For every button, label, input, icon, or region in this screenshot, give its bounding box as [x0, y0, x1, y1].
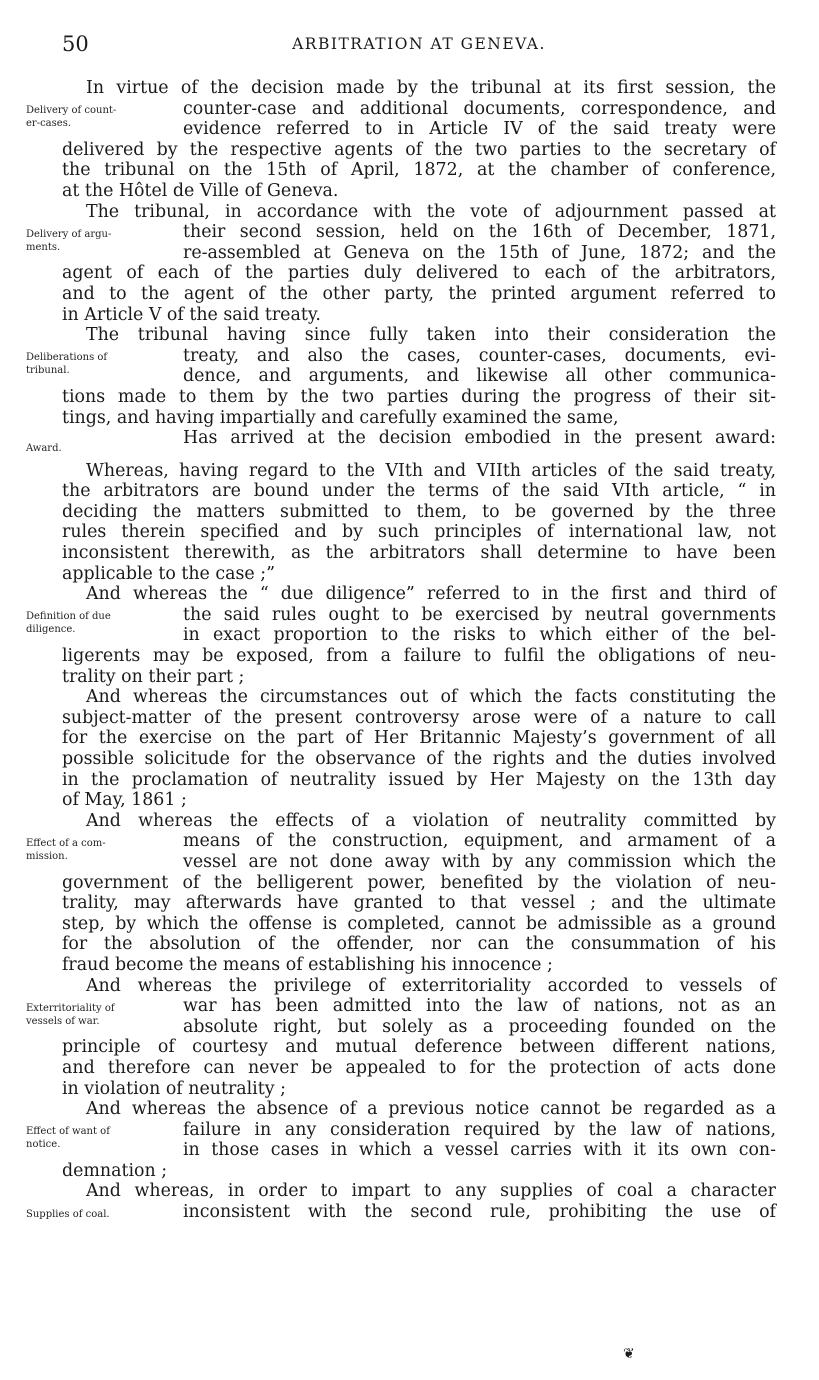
paragraph: [62, 687, 776, 811]
text-line: for the exercise on the part of Her Britannic Majesty’s government of all: [62, 728, 776, 749]
text-line: principle of courtesy and mutual deference between different nations,: [62, 1037, 776, 1058]
paragraph: [26, 1181, 776, 1223]
paragraph: [26, 325, 776, 428]
margin-note-delivery-of-counter-cases: Delivery of count- er-cases.: [26, 105, 117, 129]
text-line: for the absolution of the offender, nor can the consummation of his: [62, 934, 776, 955]
running-title: ARBITRATION AT GENEVA.: [292, 35, 546, 53]
page-header: [62, 32, 776, 62]
text-line: Has arrived at the decision embodied in the present award:: [183, 428, 776, 449]
text-line: tions made to them by the two parties during the progress of their sit-: [62, 386, 776, 407]
text-line: And whereas the circumstances out of which the facts constituting the: [86, 687, 776, 708]
margin-note-award: Award.: [26, 443, 62, 455]
body-text: [26, 78, 776, 1223]
text-line: re-assembled at Geneva on the 15th of June, 1872; and the: [183, 242, 776, 263]
text-line: step, by which the offense is completed, cannot be admissible as a ground: [62, 913, 776, 934]
text-line: And whereas the “ due diligence” referred to in the first and third of: [86, 584, 776, 605]
paragraph: [62, 461, 776, 585]
text-line: possible solicitude for the observance of the rights and the duties involved: [62, 749, 776, 769]
paragraph: [26, 1099, 776, 1181]
text-line: dence, and arguments, and likewise all other communica-: [183, 366, 776, 387]
text-line: vessel are not done away with by any commission which the: [183, 851, 776, 872]
text-line: government of the belligerent power, benefited by the violation of neu-: [62, 872, 776, 893]
printer-ornament: ❦: [623, 1346, 635, 1362]
text-line: And whereas the absence of a previous notice cannot be regarded as a: [86, 1099, 776, 1120]
paragraph: [26, 810, 776, 976]
text-line: trality, may afterwards have granted to that vessel ; and the ultimate: [62, 893, 776, 914]
text-line: means of the construction, equipment, and armament of a: [183, 831, 776, 852]
text-line: rules therein specified and by such principles of international law, not: [62, 522, 776, 543]
text-line: absolute right, but solely as a proceeding founded on the: [183, 1016, 776, 1037]
text-line: And whereas the effects of a violation of neutrality committed by: [86, 810, 776, 831]
text-line: tings, and having impartially and carefully examined the same,: [62, 407, 619, 428]
text-line: inconsistent therewith, as the arbitrators shall determine to have been: [62, 543, 776, 564]
margin-note-supplies-of-coal: Supplies of coal.: [26, 1209, 110, 1221]
text-line: fraud become the means of establishing his innocence ;: [62, 954, 553, 975]
text-line: failure in any consideration required by the law of nations,: [183, 1119, 776, 1140]
text-line: and to the agent of the other party, the printed argument referred to: [62, 283, 776, 304]
award-paragraph: [26, 428, 776, 455]
text-line: and therefore can never be appealed to for the protection of acts done: [62, 1057, 776, 1078]
text-line: treaty, and also the cases, counter-cases, documents, evi-: [183, 345, 776, 366]
text-line: in the proclamation of neutrality issued by Her Majesty on the 13th day: [62, 769, 776, 790]
text-line: The tribunal, in accordance with the vote of adjournment passed at: [86, 201, 776, 222]
text-line: deciding the matters submitted to them, to be governed by the three: [62, 501, 776, 522]
text-line: trality on their part ;: [62, 666, 245, 687]
text-line: their second session, held on the 16th of December, 1871,: [183, 222, 776, 243]
paragraph: [26, 584, 776, 687]
text-line: in violation of neutrality ;: [62, 1078, 286, 1099]
margin-note-delivery-of-arguments: Delivery of argu- ments.: [26, 228, 112, 253]
text-line: in exact proportion to the risks to which either of the bel-: [183, 625, 776, 646]
text-line: war has been admitted into the law of nations, not as an: [183, 996, 776, 1017]
text-line: inconsistent with the second rule, prohibiting the use of: [183, 1202, 776, 1223]
text-line: The tribunal having since fully taken into their consideration the: [86, 325, 776, 346]
text-line: in Article V of the said treaty.: [62, 304, 321, 325]
paragraph: [26, 78, 776, 202]
margin-note-effect-of-a-commission: Effect of a com- mission.: [26, 837, 106, 862]
text-line: And whereas the privilege of exterritoriality accorded to vessels of: [86, 975, 776, 996]
margin-note-effect-of-want-of-notice: Effect of want of notice.: [26, 1126, 110, 1151]
text-line: applicable to the case ;”: [62, 563, 275, 584]
text-line: the said rules ought to be exercised by neutral governments: [183, 604, 776, 625]
margin-note-exterritoriality: Exterritoriality of vessels of war.: [26, 1002, 115, 1027]
text-line: ligerents may be exposed, from a failure to fulfil the obligations of neu-: [62, 646, 776, 667]
text-line: counter-case and additional documents, correspondence, and: [183, 98, 776, 119]
text-line: in those cases in which a vessel carries with it its own con-: [183, 1140, 776, 1161]
margin-note-definition-of-due-diligence: Definition of due diligence.: [26, 611, 111, 636]
text-line: Whereas, having regard to the VIth and VIIth articles of the said treaty,: [86, 460, 776, 481]
text-line: evidence referred to in Article IV of the said treaty were: [183, 119, 776, 140]
text-line: at the Hôtel de Ville of Geneva.: [62, 180, 339, 201]
paragraph: [26, 975, 776, 1100]
margin-note-deliberations-of-tribunal: Deliberations of tribunal.: [26, 352, 108, 377]
text-line: the tribunal on the 15th of April, 1872, at the chamber of conference,: [62, 160, 776, 181]
page-number: 50: [62, 32, 89, 56]
text-line: subject-matter of the present controversy arose were of a nature to call: [62, 707, 776, 728]
text-line: agent of each of the parties duly delivered to each of the arbitrators,: [62, 263, 776, 284]
text-line: the arbitrators are bound under the terms of the said VIth article, “ in: [62, 481, 776, 502]
text-line: demnation ;: [62, 1160, 168, 1181]
text-line: of May, 1861 ;: [62, 790, 187, 811]
text-line: delivered by the respective agents of the two parties to the secretary of: [62, 139, 776, 160]
spacer: [62, 449, 776, 461]
paragraph: [26, 201, 776, 326]
text-line: In virtue of the decision made by the tribunal at its first session, the: [86, 78, 776, 98]
text-line: And whereas, in order to impart to any supplies of coal a character: [86, 1181, 776, 1202]
